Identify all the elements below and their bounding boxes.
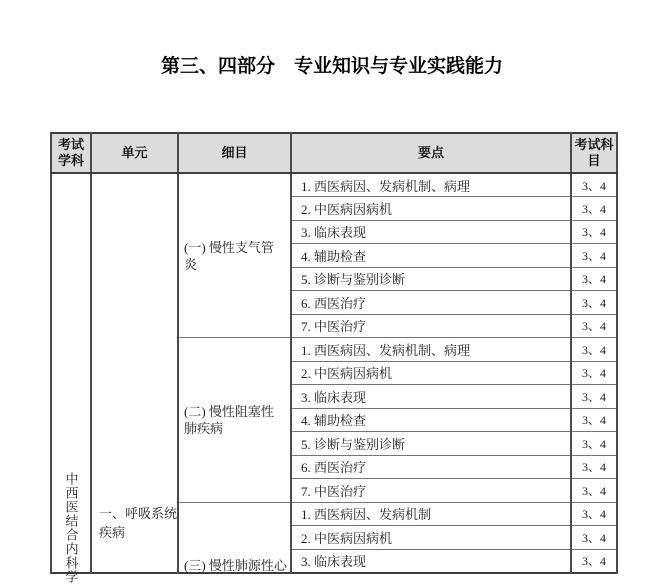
- point-cell: [291, 479, 571, 503]
- point-text: 1. 西医病因、发病机制: [301, 507, 432, 523]
- point-text: 3. 临床表现: [301, 389, 367, 405]
- point-cell: [291, 338, 571, 362]
- point-text: 4. 辅助检查: [301, 248, 367, 264]
- header-detail: 细目: [178, 133, 291, 173]
- score-value: 3、4: [581, 554, 606, 568]
- detail-label: (一) 慢性支气管炎: [184, 239, 274, 272]
- point-cell: [291, 314, 571, 338]
- point-cell: [291, 432, 571, 456]
- point-text: 1. 西医病因、发病机制、病理: [301, 178, 471, 194]
- score-value: 3、4: [581, 460, 606, 475]
- score-cell: [571, 361, 617, 385]
- point-cell: [291, 549, 571, 573]
- point-text: 2. 中医病因病机: [301, 366, 393, 382]
- point-text: 4. 辅助检查: [301, 413, 367, 429]
- table-row: [51, 173, 617, 197]
- unit-label: 一、呼吸系统疾病: [99, 506, 178, 540]
- score-cell: [571, 385, 617, 409]
- point-text: 2. 中医病因病机: [301, 530, 393, 546]
- point-cell: [291, 526, 571, 550]
- score-value: 3、4: [581, 201, 606, 216]
- score-value: 3、4: [581, 319, 606, 334]
- score-value: 3、4: [581, 413, 606, 428]
- header-exam-subject: 考试学科: [51, 133, 91, 173]
- point-cell: [291, 197, 571, 221]
- score-value: 3、4: [581, 295, 606, 310]
- point-cell: [291, 361, 571, 385]
- point-text: 7. 中医治疗: [301, 319, 367, 335]
- point-text: 6. 西医治疗: [301, 295, 367, 311]
- detail-label: (二) 慢性阻塞性肺疾病: [184, 403, 274, 436]
- point-cell: [291, 455, 571, 479]
- score-cell: [571, 244, 617, 268]
- score-value: 3、4: [581, 342, 606, 357]
- score-value: 3、4: [581, 366, 606, 381]
- table-body: [51, 173, 617, 584]
- score-cell: [571, 173, 617, 197]
- score-value: 3、4: [581, 389, 606, 404]
- score-cell: [571, 502, 617, 526]
- point-cell: [291, 220, 571, 244]
- detail-cell: [178, 502, 291, 573]
- unit-cell: [91, 173, 178, 573]
- score-cell: [571, 408, 617, 432]
- score-value: 3、4: [581, 483, 606, 498]
- score-cell: [571, 314, 617, 338]
- point-cell: [291, 173, 571, 197]
- score-cell: [571, 455, 617, 479]
- detail-label: (三) 慢性肺源性心: [184, 557, 287, 573]
- score-value: 3、4: [581, 248, 606, 263]
- score-value: 3、4: [581, 507, 606, 522]
- page-title: 第三、四部分 专业知识与专业实践能力: [160, 56, 504, 77]
- table-header: [51, 133, 617, 173]
- point-text: 5. 诊断与鉴别诊断: [301, 272, 406, 288]
- header-exam-section: 考试科目: [571, 133, 617, 173]
- point-cell: [291, 502, 571, 526]
- score-cell: [571, 338, 617, 362]
- score-cell: [571, 197, 617, 221]
- point-cell: [291, 291, 571, 315]
- point-text: 5. 诊断与鉴别诊断: [301, 436, 406, 452]
- score-cell: [571, 432, 617, 456]
- score-cell: [571, 526, 617, 550]
- point-cell: [291, 267, 571, 291]
- score-value: 3、4: [581, 530, 606, 545]
- detail-cell: [178, 338, 291, 503]
- score-cell: [571, 267, 617, 291]
- point-cell: [291, 385, 571, 409]
- point-text: 3. 临床表现: [301, 554, 367, 569]
- header-unit: 单元: [91, 133, 178, 173]
- point-text: 1. 西医病因、发病机制、病理: [301, 342, 471, 358]
- exam-subject-cell: [51, 173, 91, 584]
- score-cell: [571, 291, 617, 315]
- point-text: 3. 临床表现: [301, 225, 367, 241]
- detail-cell: [178, 173, 291, 338]
- score-value: 3、4: [581, 225, 606, 240]
- point-text: 2. 中医病因病机: [301, 201, 393, 217]
- score-value: 3、4: [581, 178, 606, 193]
- point-cell: [291, 244, 571, 268]
- syllabus-table: [50, 132, 618, 584]
- score-cell: [571, 479, 617, 503]
- point-text: 7. 中医治疗: [301, 483, 367, 499]
- header-points: 要点: [291, 133, 571, 173]
- point-text: 6. 西医治疗: [301, 460, 367, 476]
- exam-subject-label: 中西医结合内科学: [63, 472, 79, 584]
- score-cell: [571, 220, 617, 244]
- point-cell: [291, 408, 571, 432]
- score-cell: [571, 549, 617, 573]
- score-value: 3、4: [581, 272, 606, 287]
- header-row: [51, 133, 617, 173]
- score-value: 3、4: [581, 436, 606, 451]
